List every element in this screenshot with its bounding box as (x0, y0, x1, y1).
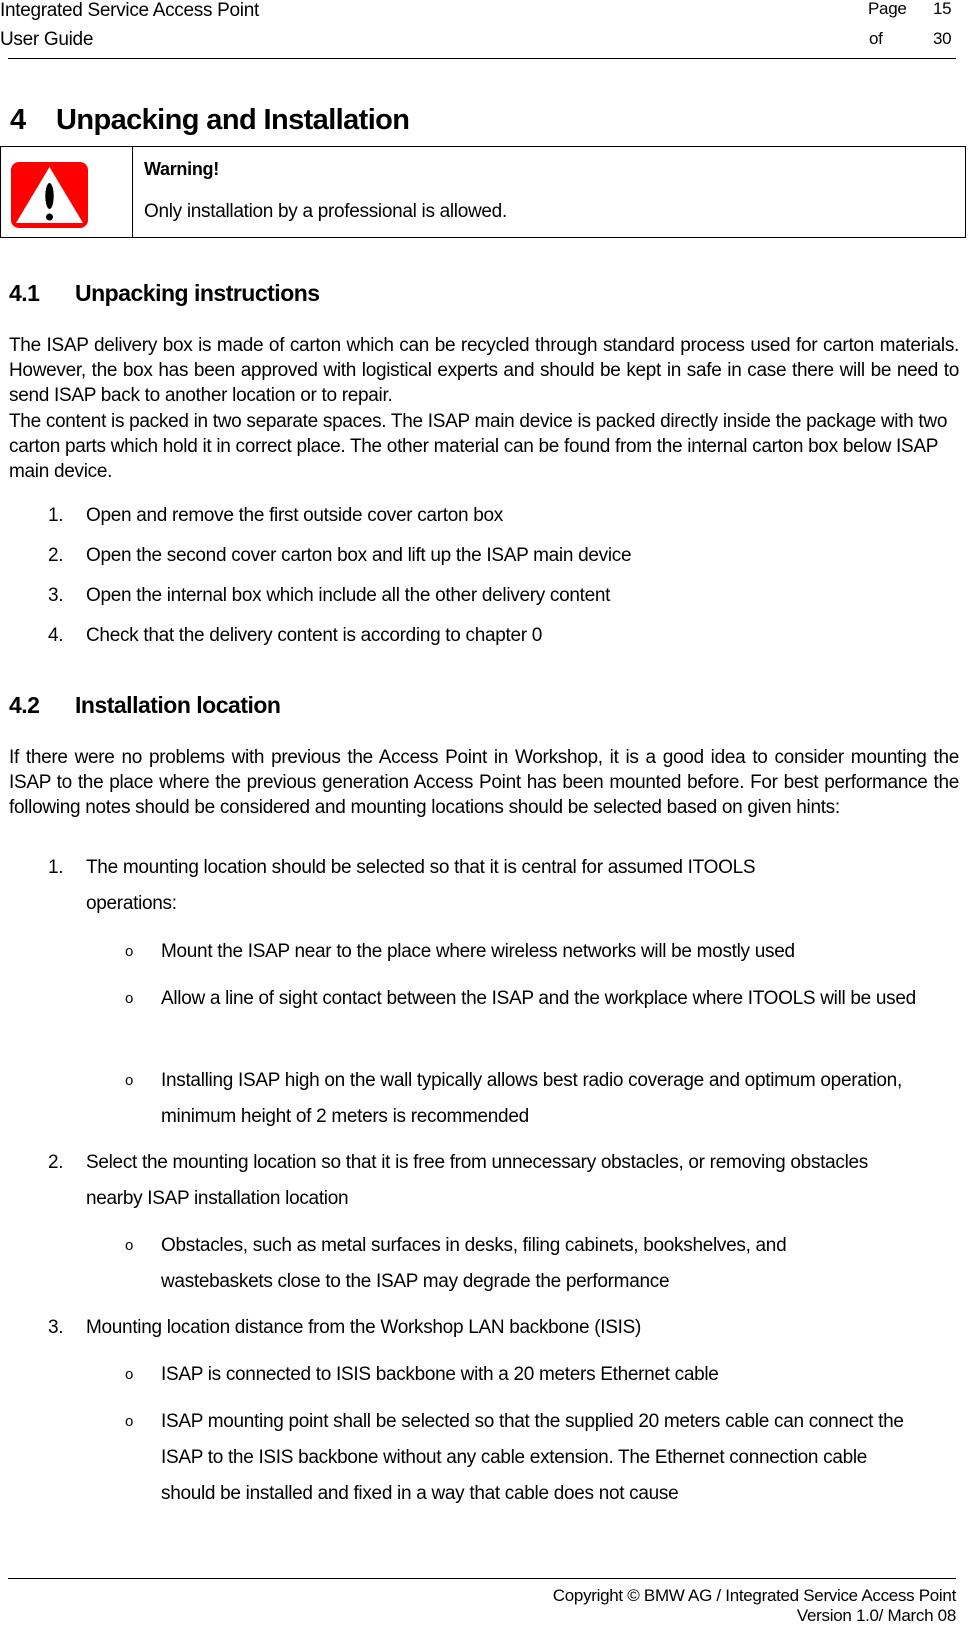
sub-list-text: Allow a line of sight contact between the ISAP and the workplace where ITOOLS will be used (161, 988, 916, 1009)
paragraph: The ISAP delivery box is made of carton which can be recycled through standard process used for carton materials. However, the box has been approved with logistical experts and should be kept in safe in case there will be need to send ISAP back to another location or to repair. (9, 335, 959, 406)
chapter-heading (10, 104, 409, 137)
sub-list-text: Installing ISAP high on the wall typically allows best radio coverage and optimum operation, minimum height of 2 meters is recommended (161, 1070, 902, 1127)
chapter-number: 4 (10, 104, 26, 136)
header-rule (8, 58, 956, 59)
list-text: Mounting location distance from the Workshop LAN backbone (ISIS) (86, 1317, 641, 1338)
bullet-icon: o (125, 1366, 134, 1383)
total-pages: 30 (933, 29, 952, 48)
footer-version: Version 1.0/ March 08 (796, 1606, 956, 1625)
sub-list-text: ISAP mounting point shall be selected so that the supplied 20 meters cable can connect the ISAP to the ISIS backbone without any cable extension. The Ethernet connection cable should be installed and fixed in a way that cable does not cause (161, 1411, 904, 1504)
warning-divider (132, 147, 133, 237)
bullet-icon: o (125, 1072, 134, 1089)
paragraph: The content is packed in two separate spaces. The ISAP main device is packed directly inside the package with two carton parts which hold it in correct place. The other material can be found from the internal carton box below ISAP main device. (9, 411, 948, 482)
list-text: Open the internal box which include all the other delivery content (86, 585, 611, 606)
footer-copyright: Copyright © BMW AG / Integrated Service Access Point (552, 1586, 956, 1605)
section-heading-4-2 (9, 692, 280, 719)
bullet-icon: o (125, 1413, 134, 1430)
of-label: of (869, 29, 883, 48)
section-title: Unpacking instructions (75, 280, 320, 306)
list-text: Open and remove the first outside cover carton box (86, 505, 503, 526)
page-label: Page (868, 0, 907, 18)
paragraph: If there were no problems with previous the Access Point in Workshop, it is a good idea to consider mounting the ISAP to the place where the previous generation Access Point has been mounted before. For best performance the following notes should be considered and mounting locations should be selected based on given hints: (9, 747, 959, 818)
warning-triangle-icon (11, 162, 88, 228)
footer-rule (8, 1578, 956, 1579)
list-number: 1. (48, 505, 64, 526)
section-heading-4-1 (9, 280, 320, 307)
section-title: Installation location (75, 692, 281, 718)
sub-list-text: ISAP is connected to ISIS backbone with a 20 meters Ethernet cable (161, 1364, 719, 1385)
list-text: Select the mounting location so that it is free from unnecessary obstacles, or removing obstacles nearby ISAP installation location (86, 1152, 868, 1209)
list-text: Open the second cover carton box and lift up the ISAP main device (86, 545, 632, 566)
list-number: 3. (48, 585, 64, 606)
list-number: 1. (48, 857, 64, 878)
warning-text: Only installation by a professional is allowed. (144, 201, 507, 222)
list-number: 2. (48, 545, 64, 566)
list-text: The mounting location should be selected so that it is central for assumed ITOOLS operations: (86, 857, 756, 914)
page-number: 15 (933, 0, 952, 18)
warning-box (0, 146, 966, 238)
sub-list-text: Obstacles, such as metal surfaces in desks, filing cabinets, bookshelves, and wastebaskets close to the ISAP may degrade the performance (161, 1235, 787, 1292)
section-number: 4.2 (9, 692, 40, 718)
sub-list-text: Mount the ISAP near to the place where wireless networks will be mostly used (161, 941, 795, 962)
section-number: 4.1 (9, 280, 40, 306)
bullet-icon: o (125, 943, 134, 960)
list-text: Check that the delivery content is according to chapter 0 (86, 625, 543, 646)
header-subtitle: User Guide (0, 29, 94, 50)
list-number: 4. (48, 625, 64, 646)
list-number: 3. (48, 1317, 64, 1338)
warning-title: Warning! (144, 159, 219, 179)
bullet-icon: o (125, 990, 134, 1007)
header-title: Integrated Service Access Point (0, 0, 259, 21)
bullet-icon: o (125, 1237, 134, 1254)
list-number: 2. (48, 1152, 64, 1173)
chapter-title: Unpacking and Installation (56, 104, 410, 136)
